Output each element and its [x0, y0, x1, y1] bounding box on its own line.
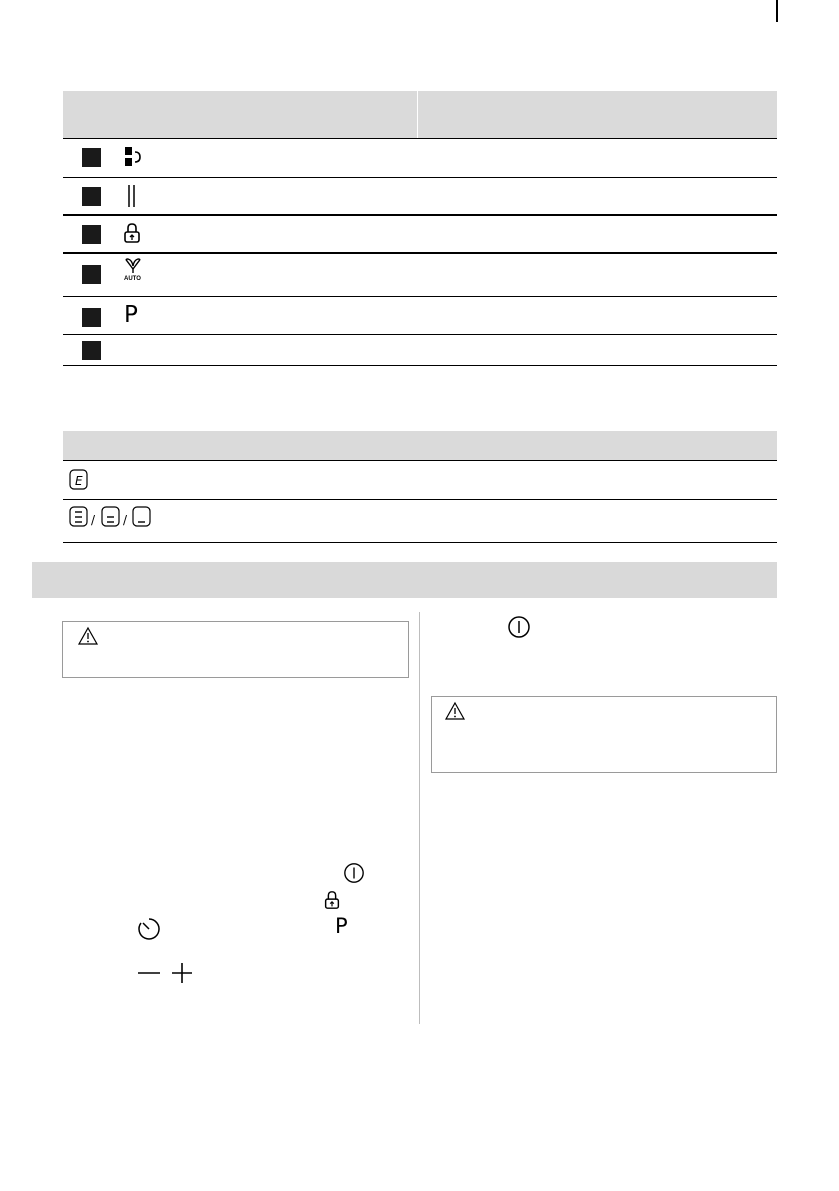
fan-auto-caption: AUTO [124, 276, 141, 282]
lock-icon [322, 890, 342, 910]
warning-box-left [62, 621, 409, 678]
section-header-bar [32, 562, 777, 598]
table1-row-rule [63, 177, 777, 178]
row-marker [82, 225, 101, 244]
row-marker [82, 308, 101, 327]
warning-box-right [431, 696, 777, 773]
column-divider [419, 612, 420, 1024]
timer-icon [137, 917, 161, 941]
svg-text:E: E [75, 474, 83, 488]
table2-header [63, 431, 777, 461]
lock-icon [121, 222, 143, 244]
svg-text:/: / [91, 513, 96, 527]
error-e-icon [69, 469, 89, 491]
power-boost-icon: P [124, 302, 138, 328]
table1-row-rule [63, 252, 777, 254]
page-edge-mark [776, 0, 778, 22]
fan-auto-icon [121, 258, 149, 282]
table1-bottom-rule [63, 365, 777, 366]
warning-icon [77, 626, 99, 646]
svg-text:/: / [123, 513, 128, 527]
row-marker [82, 148, 101, 167]
dual-zone-icon [121, 146, 143, 168]
row-marker [82, 341, 101, 360]
warning-icon [444, 701, 466, 721]
pause-icon [121, 184, 143, 208]
plus-icon [172, 963, 192, 983]
table2-bottom-rule [63, 542, 777, 543]
table2-row-rule [63, 499, 777, 500]
table1-row-rule [63, 214, 777, 216]
table1-header [63, 91, 777, 138]
table1-header-rule [63, 138, 777, 139]
row-marker [82, 265, 101, 284]
minus-plus-icons [136, 962, 196, 984]
power-icon [507, 615, 531, 639]
table1-row-rule [63, 296, 777, 297]
residual-heat-icon [69, 506, 157, 528]
power-icon [343, 862, 365, 884]
table1-row-rule [63, 334, 777, 335]
row-marker [82, 187, 101, 206]
power-boost-icon: P [335, 914, 348, 938]
